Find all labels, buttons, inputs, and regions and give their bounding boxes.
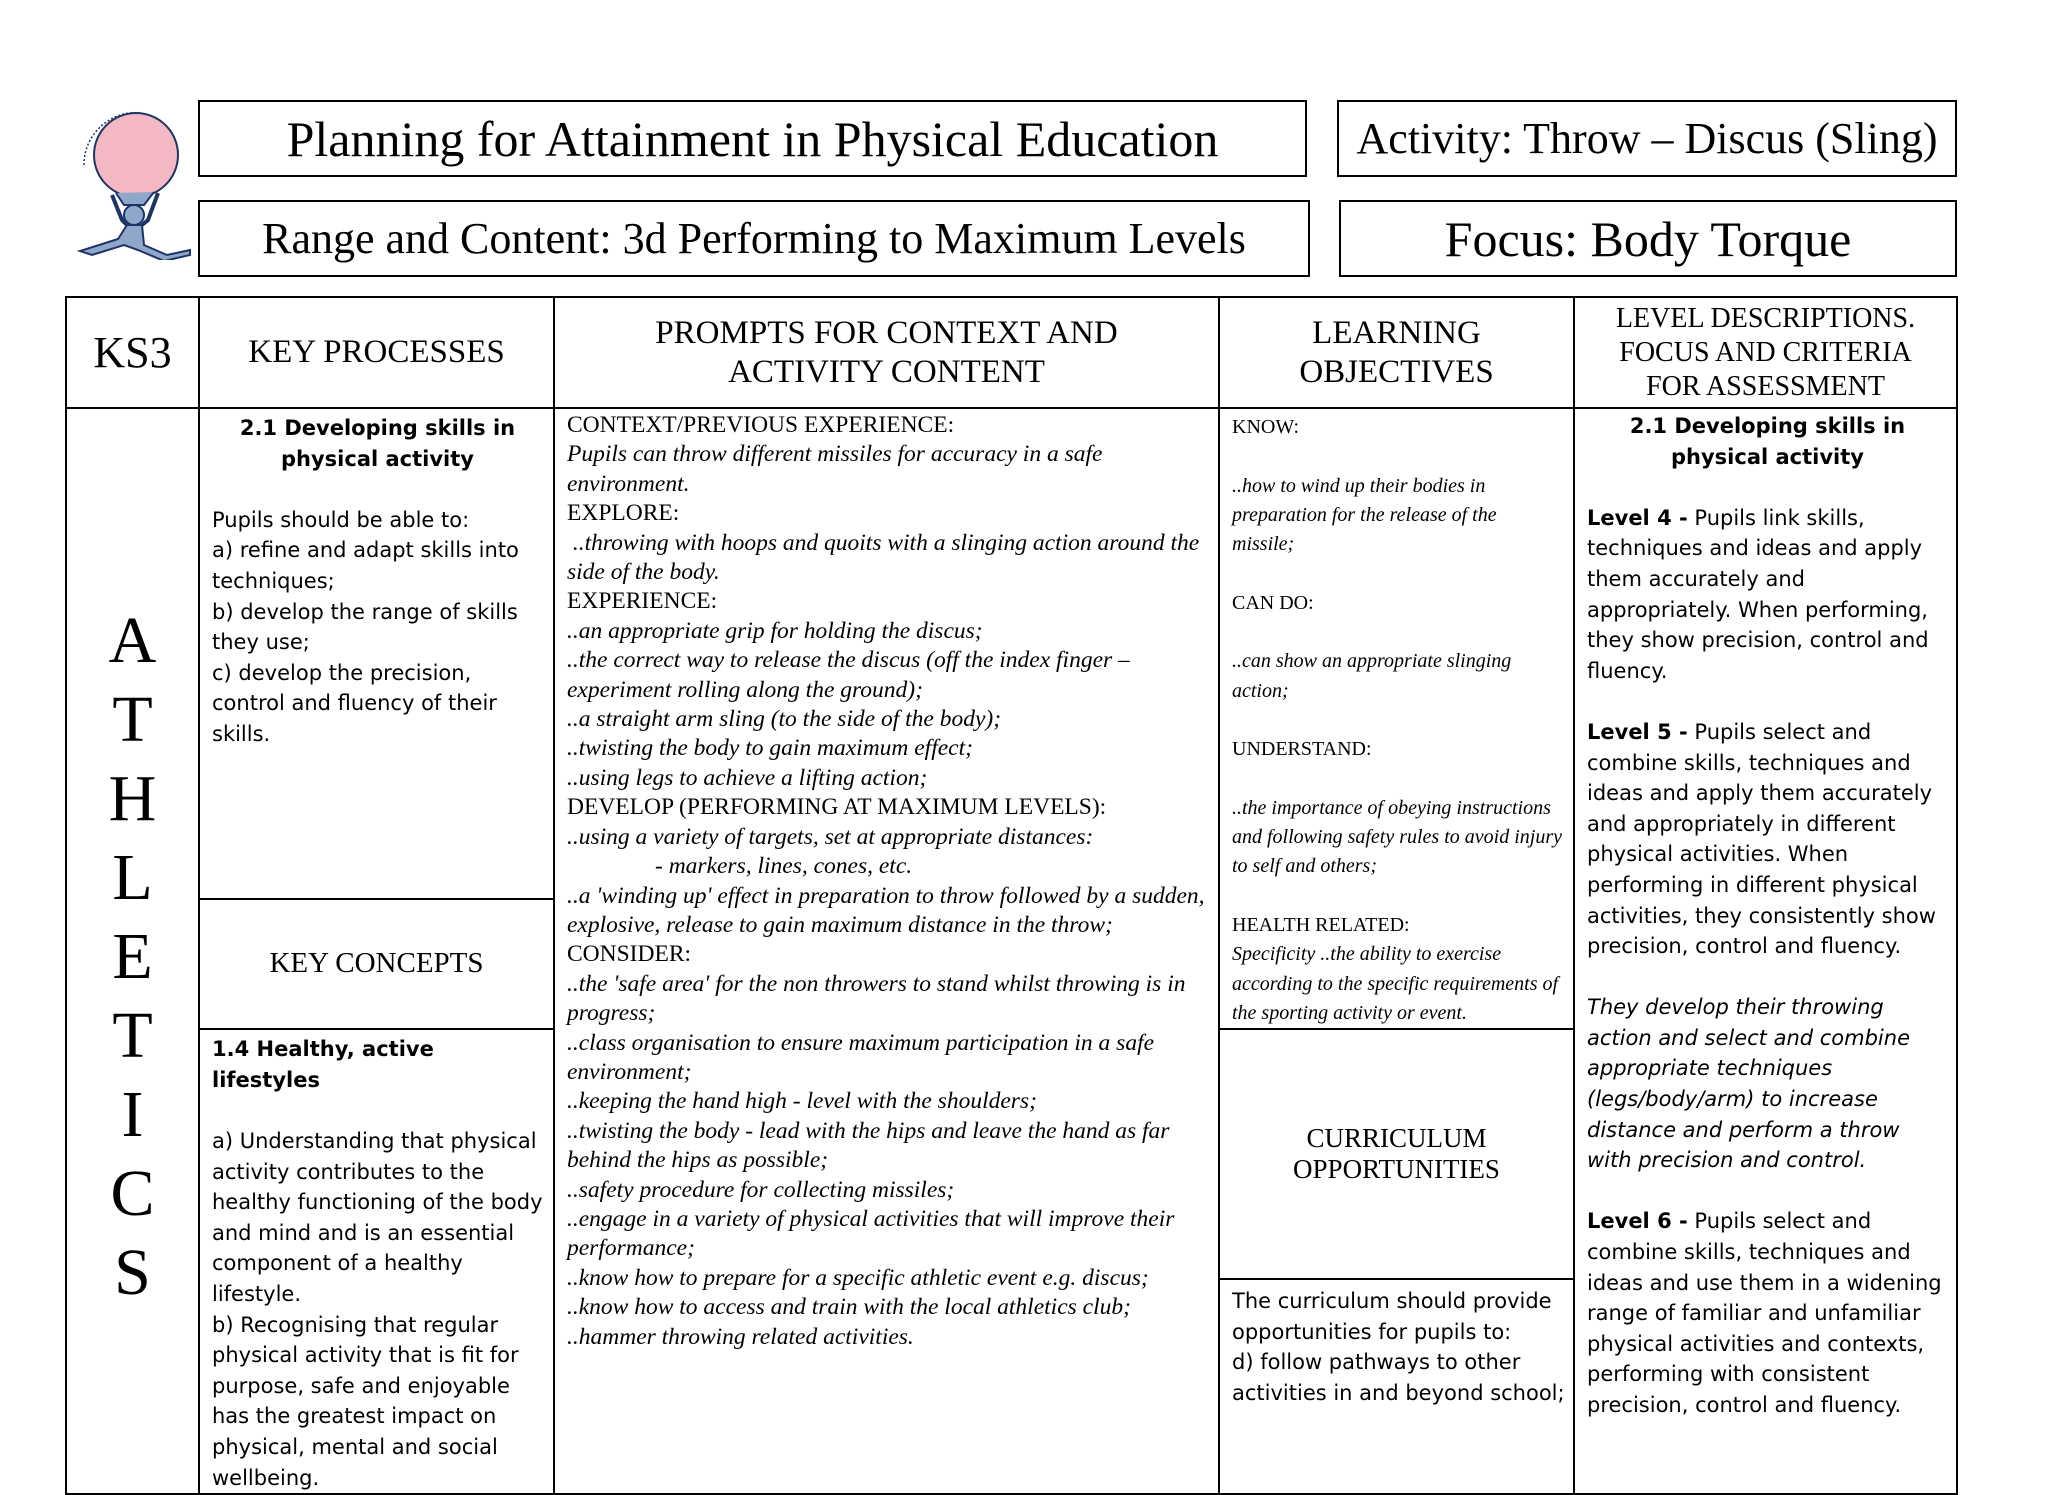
curriculum-title-line1: CURRICULUM <box>1306 1123 1487 1154</box>
row-key-processes <box>66 408 1957 899</box>
side-letter: S <box>114 1235 151 1309</box>
kp-title-line1: 2.1 Developing skills in <box>239 416 516 440</box>
kp-item: a) refine and adapt skills into techniques; <box>212 538 519 593</box>
key-processes-cell <box>199 408 554 899</box>
consider-item: ..safety procedure for collecting missiles; <box>567 1176 955 1203</box>
level-5-label: Level 5 - <box>1587 719 1688 744</box>
experience-item: ..the correct way to release the discus (off the index finger – experiment rolling along the ground); <box>567 647 1130 703</box>
key-processes-header: KEY PROCESSES <box>199 297 554 408</box>
level-descriptions-header <box>1574 297 1957 408</box>
consider-item: ..know how to prepare for a specific athletic event e.g. discus; <box>567 1264 1149 1291</box>
side-letter: L <box>112 840 153 914</box>
kc-subtitle: 1.4 Healthy, active lifestyles <box>212 1037 434 1092</box>
athlete-lifting-ball-logo <box>72 95 197 260</box>
experience-item: ..using legs to achieve a lifting action; <box>567 764 928 791</box>
level-descriptions-cell <box>1574 408 1957 1494</box>
consider-item: ..engage in a variety of physical activities that will improve their performance; <box>567 1205 1175 1262</box>
kp-intro: Pupils should be able to: <box>212 507 470 532</box>
level-4-text: Level 4 - Pupils link skills, techniques and ideas and apply them accurately and appropriately. When performing, they show precision, control and fluency. <box>1587 505 1929 683</box>
consider-heading: CONSIDER: <box>567 941 692 968</box>
experience-item: ..a straight arm sling (to the side of the body); <box>567 706 1002 733</box>
side-letter: H <box>108 761 157 835</box>
page-title <box>198 100 1307 177</box>
cando-heading: CAN DO: <box>1232 591 1314 614</box>
kp-item: b) develop the range of skills they use; <box>212 599 518 655</box>
kc-item: b) Recognising that regular physical activity that is fit for purpose, safe and enjoyable has the greatest impact on physical, mental and social wellbeing. <box>212 1312 519 1490</box>
context-text: Pupils can throw different missiles for accuracy in a safe environment. <box>567 441 1103 497</box>
learning-header-line1: LEARNING <box>1312 314 1481 351</box>
explore-heading: EXPLORE: <box>567 500 680 527</box>
planning-table <box>65 296 1958 1495</box>
develop-item: ..using a variety of targets, set at appropriate distances: <box>567 823 1094 850</box>
understand-text: ..the importance of obeying instructions and following safety rules to avoid injury to self and others; <box>1232 796 1562 878</box>
kp-title-line2: physical activity <box>281 446 474 471</box>
level-header-line3: FOR ASSESSMENT <box>1646 370 1885 402</box>
focus-text: Focus: Body Torque <box>1444 210 1852 267</box>
side-letter: A <box>108 603 157 677</box>
consider-item: ..know how to access and train with the local athletics club; <box>567 1294 1131 1321</box>
experience-item: ..an appropriate grip for holding the discus; <box>567 617 983 644</box>
page-title-text: Planning for Attainment in Physical Education <box>286 110 1219 167</box>
prompts-header-line1: PROMPTS FOR CONTEXT AND <box>655 314 1118 351</box>
activity-text: Activity: Throw – Discus (Sling) <box>1356 114 1938 163</box>
kc-item: a) Understanding that physical activity contributes to the healthy functioning of the body and mind and is an essential component of a healthy lifestyle. <box>212 1129 543 1306</box>
kp-item: c) develop the precision, control and fluency of their skills. <box>212 660 497 746</box>
level-header-line2: FOCUS AND CRITERIA <box>1619 336 1912 368</box>
side-letter: C <box>110 1156 155 1230</box>
level-4-label: Level 4 - <box>1587 505 1688 530</box>
activity-box <box>1337 100 1957 177</box>
health-heading: HEALTH RELATED: <box>1232 914 1410 937</box>
athletics-side-label <box>66 408 199 1494</box>
ks3-header: KS3 <box>66 297 199 408</box>
consider-item: ..hammer throwing related activities. <box>567 1323 914 1350</box>
experience-item: ..twisting the body to gain maximum effect; <box>567 735 973 762</box>
consider-item: ..twisting the body - lead with the hips and leave the hand as far behind the hips as possible; <box>567 1117 1170 1174</box>
key-concepts-title: KEY CONCEPTS <box>199 899 554 1030</box>
range-text: Range and Content: 3d Performing to Maximum Levels <box>262 214 1246 263</box>
consider-item: ..keeping the hand high - level with the shoulders; <box>567 1088 1037 1115</box>
key-concepts-cell <box>199 1029 554 1494</box>
understand-heading: UNDERSTAND: <box>1232 738 1372 761</box>
side-letter: T <box>112 682 153 756</box>
health-text: Specificity ..the ability to exercise according to the specific requirements of the sporting activity or event. <box>1232 943 1559 1024</box>
level-6-label: Level 6 - <box>1587 1209 1688 1234</box>
ld-title-line1: 2.1 Developing skills in <box>1629 414 1906 438</box>
prompts-header-line2: ACTIVITY CONTENT <box>728 353 1045 390</box>
level-header-line1: LEVEL DESCRIPTIONS. <box>1615 302 1916 334</box>
consider-item: ..class organisation to ensure maximum participation in a safe environment; <box>567 1029 1155 1085</box>
experience-heading: EXPERIENCE: <box>567 588 718 615</box>
ld-title-line2: physical activity <box>1671 444 1864 469</box>
throwing-italic-text: They develop their throwing action and select and combine appropriate techniques (legs/body/arm) to increase distance and perform a throw with precision and control. <box>1587 995 1910 1173</box>
context-heading: CONTEXT/PREVIOUS EXPERIENCE: <box>567 412 955 438</box>
curriculum-item: d) follow pathways to other activities in and beyond school; <box>1232 1350 1565 1405</box>
cando-text: ..can show an appropriate slinging action; <box>1232 650 1512 702</box>
learning-header-line2: OBJECTIVES <box>1299 353 1494 390</box>
side-letter: I <box>121 1077 144 1151</box>
prompts-cell <box>554 408 1219 1494</box>
curriculum-title <box>1219 1029 1574 1279</box>
level-5-text: Level 5 - Pupils select and combine skills, techniques and ideas and apply them accurately and appropriately in different physical activities. When performing in different physical activities, they consistently show precision, control and fluency. <box>1587 719 1936 959</box>
develop-item: ..a 'winding up' effect in preparation to throw followed by a sudden, explosive, release to gain maximum distance in the throw; <box>567 882 1205 938</box>
learning-objectives-header <box>1219 297 1574 408</box>
side-letter: E <box>112 919 153 993</box>
consider-item: ..the 'safe area' for the non throwers to stand whilst throwing is in progress; <box>567 970 1186 1027</box>
curriculum-title-line2: OPPORTUNITIES <box>1293 1154 1500 1185</box>
learning-objectives-cell <box>1219 408 1574 1029</box>
know-text: ..how to wind up their bodies in preparation for the release of the missile; <box>1232 474 1497 556</box>
curriculum-cell <box>1219 1279 1574 1494</box>
prompts-header <box>554 297 1219 408</box>
focus-box <box>1339 200 1957 277</box>
range-box <box>198 200 1310 277</box>
develop-heading: DEVELOP (PERFORMING AT MAXIMUM LEVELS): <box>567 794 1107 821</box>
side-letter: T <box>112 998 153 1072</box>
know-heading: KNOW: <box>1232 416 1300 438</box>
curriculum-text: The curriculum should provide opportunities for pupils to: <box>1232 1288 1552 1344</box>
explore-text: ..throwing with hoops and quoits with a slinging action around the side of the body. <box>567 529 1206 586</box>
level-6-text: Level 6 - Pupils select and combine skills, techniques and ideas and use them in a widening range of familiar and unfamiliar physical activities and contexts, performing with consistent precision, control and fluency. <box>1587 1209 1942 1417</box>
develop-subitem: - markers, lines, cones, etc. <box>655 853 913 880</box>
header-row <box>66 297 1957 408</box>
